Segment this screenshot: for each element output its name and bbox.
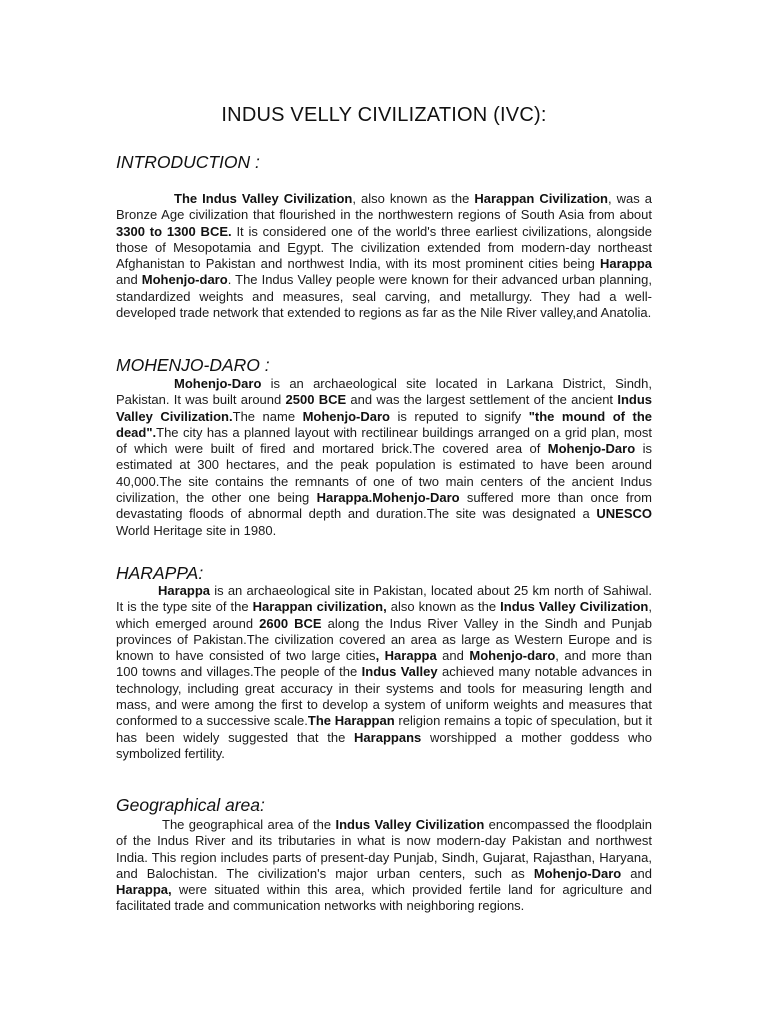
bold-term: Mohenjo-Daro (174, 376, 262, 391)
text-run: along the Indus River Valley in the Sindh and Punjab provinces of Pakistan.The civilization covered an area as large as Western Europe and is known to have consisted of two large cities (116, 615, 652, 664)
text-run: The name (232, 408, 303, 424)
text-run: is estimated at 300 hectares, and the peak population is estimated to have been around 40,000.The site contains the remnants of one of two main centers of the ancient Indus civilization, the other one being (116, 441, 652, 506)
introduction-heading: INTRODUCTION : (116, 152, 260, 172)
geographical-area-paragraph (116, 817, 652, 915)
introduction-paragraph (116, 191, 652, 321)
mohenjo-daro-paragraph (116, 376, 652, 539)
bold-term: Indus Valley (361, 664, 438, 680)
text-run: . The Indus Valley people were known for their advanced urban planning, standardized weights and measures, seal carving, and metallurgy. They had a well-developed trade network that extended to regions as far as the Nile River valley,and Anatolia. (116, 272, 652, 321)
text-run: and was the largest settlement of the ancient (346, 392, 618, 408)
text-run: , also known as the (352, 191, 475, 206)
text-run: religion remains a topic of speculation, but it has been widely suggested that the (116, 713, 653, 745)
text-run: worshipped a mother goddess who symbolized fertility. (116, 729, 652, 761)
bold-term: Harappa (599, 256, 652, 272)
harappa-paragraph (116, 583, 652, 762)
bold-term: Indus Valley Civilization (335, 817, 485, 832)
harappa-heading: HARAPPA: (116, 563, 204, 583)
text-run: The geographical area of the (162, 817, 336, 832)
bold-term: Mohenjo-Daro (302, 408, 390, 424)
bold-term: Harappan civilization, (252, 599, 387, 615)
text-run: is reputed to signify (389, 408, 529, 424)
bold-term: Mohenjo-Daro (547, 441, 636, 457)
bold-term: The Harappan (307, 713, 395, 729)
text-run: also known as the (386, 599, 501, 615)
text-run: is an archaeological site located in Larkana District, Sindh, Pakistan. It was built around (116, 376, 652, 408)
text-run: It is considered one of the world's three earliest civilizations, alongside those of Mesopotamia and Egypt. The civilization extended from modern-day northeast Afghanistan to Pakistan and northwest India, with its most prominent cities being (116, 223, 652, 272)
bold-term: , Harappa (375, 648, 437, 664)
bold-term: Harappa (158, 583, 211, 598)
bold-term: Mohenjo-daro (141, 272, 228, 288)
bold-term: Harappans (354, 729, 422, 745)
text-run: , and more than 100 towns and villages.The people of the (116, 648, 652, 680)
text-run: , was a Bronze Age civilization that flourished in the northwestern regions of South Asia from about (116, 191, 652, 223)
text-run: , which emerged around (116, 599, 653, 631)
text-run: and (621, 865, 652, 881)
mohenjo-daro-heading: MOHENJO-DARO : (116, 355, 270, 375)
bold-term: Mohenjo-daro (469, 648, 556, 664)
bold-term: "the mound of the dead". (116, 408, 652, 440)
text-run: and (436, 648, 470, 664)
bold-term: Harappa, (116, 882, 172, 898)
bold-term: UNESCO (596, 506, 652, 522)
text-run: World Heritage site in 1980. (116, 522, 277, 538)
text-run: is an archaeological site in Pakistan, located about 25 km north of Sahiwal. It is the type site of the (116, 583, 652, 615)
bold-term: Harappa.Mohenjo-Daro (316, 490, 460, 506)
text-run: and (116, 272, 142, 288)
bold-term: Harappan Civilization (474, 191, 608, 206)
geographical-area-heading: Geographical area: (116, 795, 265, 815)
text-run: suffered more than once from devastating floods of abnormal depth and duration.The site was designated a (116, 490, 652, 522)
bold-term: Indus Valley Civilization. (116, 392, 652, 424)
text-run: achieved many notable advances in technology, including great accuracy in their systems and tools for measuring length and mass, and were among the first to develop a system of uniform weights and measures that conformed to a successive scale. (116, 664, 652, 729)
bold-term: 2600 BCE (259, 615, 322, 631)
bold-term: The Indus Valley Civilization (174, 191, 353, 206)
bold-term: Mohenjo-Daro (533, 865, 622, 881)
text-run: encompassed the floodplain of the Indus River and its tributaries in what is now modern-day Pakistan and northwest India. This region includes parts of present-day Punjab, Sindh, Gujarat, Rajasthan, Haryana, and Balochistan. The civilization's major urban centers, such as (116, 817, 652, 881)
document-title: INDUS VELLY CIVILIZATION (IVC): (221, 104, 547, 126)
bold-term: 3300 to 1300 BCE. (116, 223, 232, 239)
text-run: were situated within this area, which provided fertile land for agriculture and facilitated trade and communication networks with neighboring regions. (116, 882, 652, 914)
text-run: The city has a planned layout with rectilinear buildings arranged on a grid plan, most of which were built of fired and mortared brick.The covered area of (116, 424, 652, 457)
bold-term: Indus Valley Civilization (500, 599, 649, 615)
bold-term: 2500 BCE (285, 392, 347, 408)
